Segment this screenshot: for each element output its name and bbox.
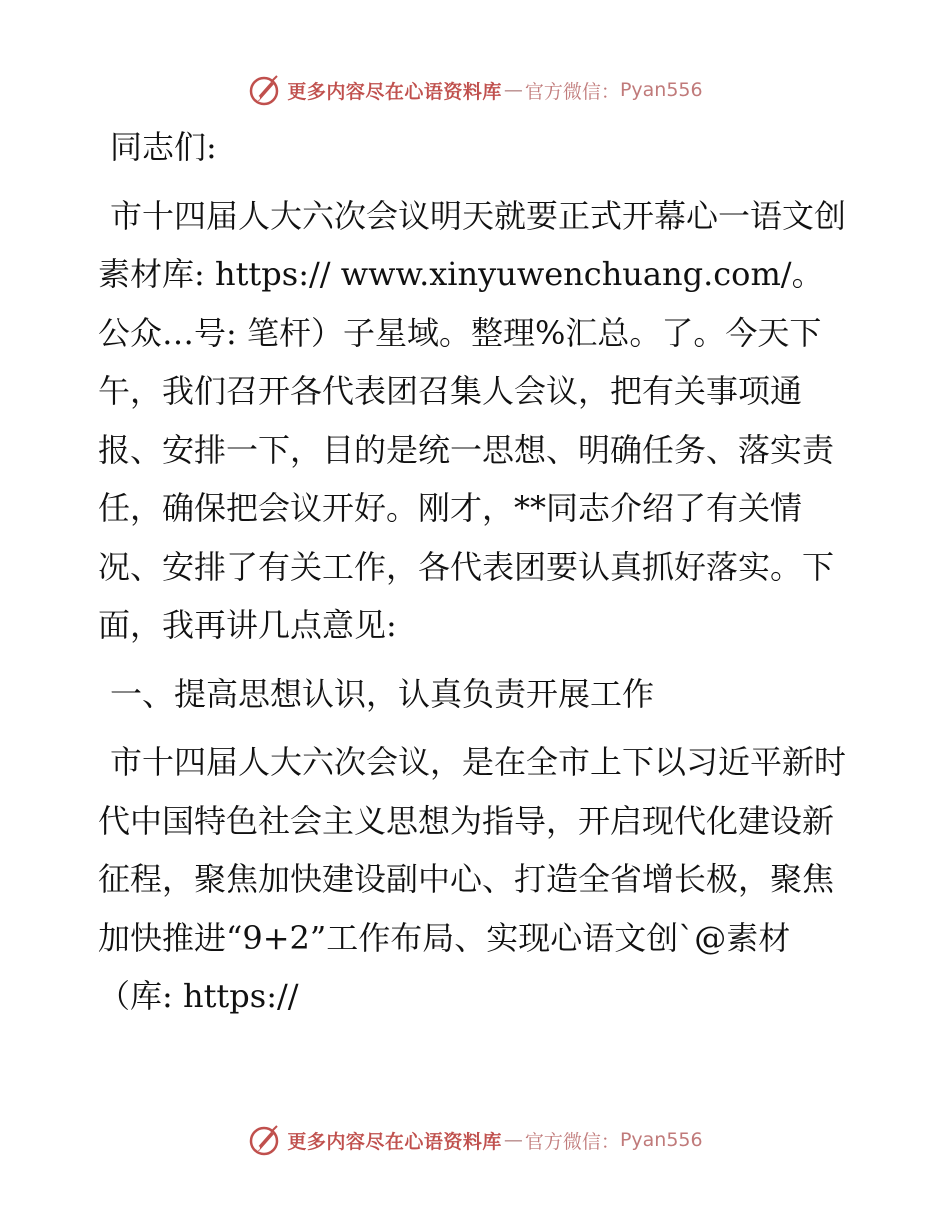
document-body xyxy=(98,118,850,1026)
footer-watermark-banner xyxy=(0,1120,950,1160)
brand-text: 更多内容尽在心语资料库 xyxy=(287,1130,502,1153)
wechat-label: 官方微信： xyxy=(524,1130,620,1153)
wechat-id: Pyan556 xyxy=(619,79,703,101)
paragraph-1: 市十四届人大六次会议明天就要正式开幕心一语文创素材库: https:// www.xinyuwenchuang.com/。公众…号: 笔杆）子星域。整理%汇总。了。今天下午，我们召开各代表团召集人会议，把有关事项通报、安排一下，目的是统一思想、明确任务、落实责任，确保把会议开好。刚才，**同志介绍了有关情况、安排了有关工作，各代表团要认真抓好落实。下面，我再讲几点意见: xyxy=(98,196,847,644)
quill-logo-icon xyxy=(247,73,281,107)
section-heading-1: 一、提高思想认识，认真负责开展工作 xyxy=(110,674,655,713)
banner-separator: — xyxy=(503,79,523,101)
banner-separator: — xyxy=(503,1129,523,1151)
quill-logo-icon xyxy=(247,1123,281,1157)
brand-text: 更多内容尽在心语资料库 xyxy=(287,80,502,103)
greeting: 同志们: xyxy=(110,128,217,166)
wechat-id: Pyan556 xyxy=(619,1129,703,1151)
header-watermark-banner xyxy=(0,70,950,110)
paragraph-2: 市十四届人大六次会议，是在全市上下以习近平新时代中国特色社会主义思想为指导，开启现代化建设新征程，聚焦加快建设副中心、打造全省增长极，聚焦加快推进“9+2”工作布局、实现心语文创`@素材（库: https:// xyxy=(98,743,847,1015)
wechat-label: 官方微信： xyxy=(524,80,620,103)
